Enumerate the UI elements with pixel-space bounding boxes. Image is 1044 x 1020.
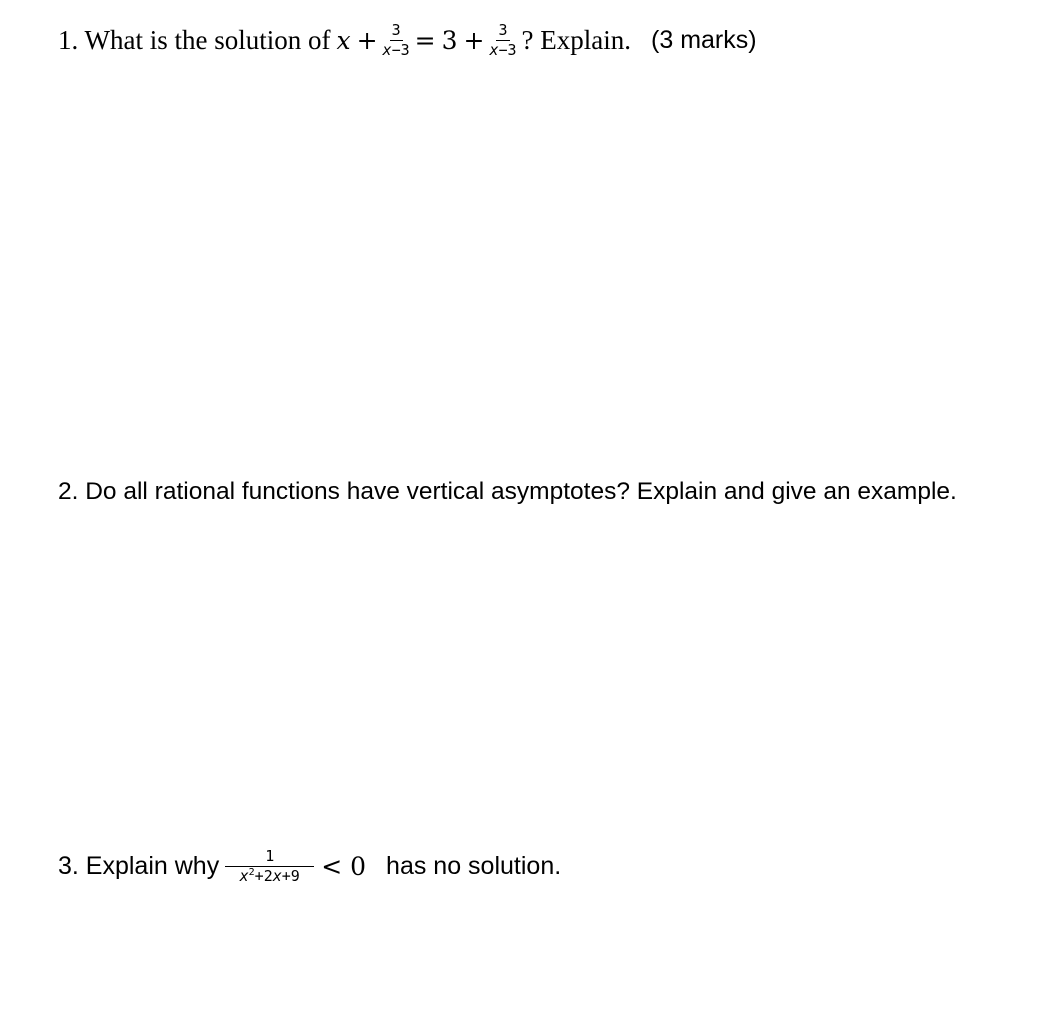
- question-3-prefix: 3. Explain why: [58, 852, 220, 880]
- fraction-2-numerator: 3: [498, 21, 508, 39]
- question-1-marks: (3 marks): [651, 26, 757, 54]
- question-1: [58, 22, 757, 59]
- question-3: [58, 848, 561, 885]
- question-3-fraction: [225, 848, 314, 885]
- question-1-fraction-2: [487, 22, 518, 59]
- question-3-inequality: < 0: [321, 852, 367, 881]
- question-2-text: 2. Do all rational functions have vertical asymptotes? Explain and give an example.: [58, 478, 957, 505]
- fraction-1-denominator: x−3: [382, 41, 410, 59]
- question-1-x: x: [336, 26, 351, 55]
- fraction-2-denominator: x−3: [489, 41, 517, 59]
- question-3-fraction-denominator: $x^2+2x+9$: [239, 867, 300, 885]
- question-1-plus-1: +: [356, 26, 378, 55]
- question-1-fraction-1: [381, 22, 412, 59]
- question-1-suffix: ? Explain.: [521, 25, 632, 55]
- question-2: [58, 478, 957, 506]
- question-1-prefix: 1. What is the solution of: [58, 25, 331, 55]
- question-3-suffix: has no solution.: [386, 852, 562, 880]
- question-1-equals: =: [414, 26, 436, 55]
- question-1-three: 3: [441, 26, 458, 55]
- fraction-1-numerator: 3: [391, 21, 401, 39]
- question-3-fraction-numerator: 1: [225, 848, 314, 867]
- question-1-plus-2: +: [463, 26, 485, 55]
